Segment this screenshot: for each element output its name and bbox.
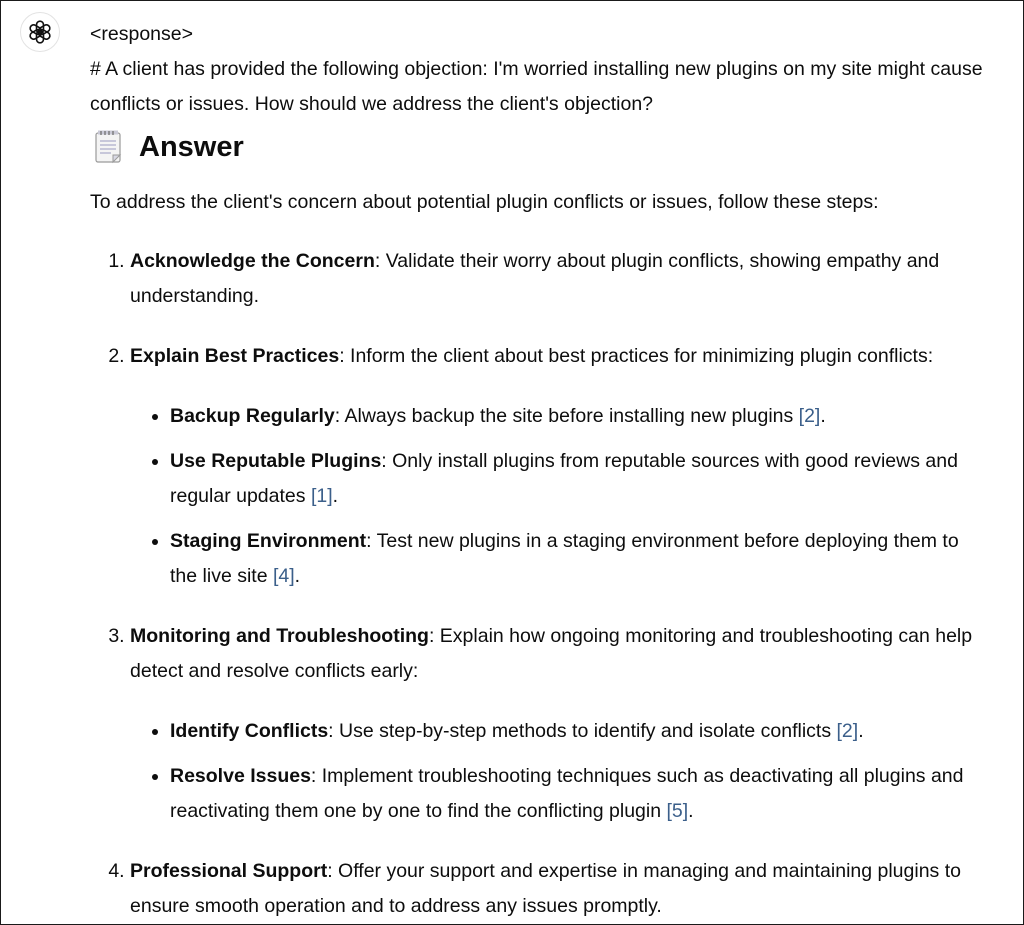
sub-item-text: : Implement troubleshooting techniques such as deactivating all plugins and reactivating them one by one to find the conflicting plugin [170, 765, 964, 822]
step-title: Acknowledge the Concern [130, 250, 375, 272]
steps-list [90, 244, 990, 924]
sub-item [170, 399, 990, 434]
citation-link[interactable]: [2] [798, 405, 821, 427]
sub-item-end: . [332, 485, 339, 507]
sub-item-end: . [820, 405, 826, 427]
citation-link[interactable]: [5] [666, 800, 689, 822]
sub-item-end: . [294, 565, 301, 587]
question-text: # A client has provided the following objection: I'm worried installing new plugins on my site might cause conflicts or issues. How should we address the client's objection? [90, 58, 983, 115]
step-item [130, 339, 990, 594]
sub-list [130, 399, 990, 594]
step-item [130, 244, 990, 314]
step-item [130, 854, 990, 924]
sub-item-end: . [858, 720, 864, 742]
sub-item-title: Staging Environment [170, 530, 367, 552]
sub-item-title: Identify Conflicts [170, 720, 329, 742]
sub-item [170, 759, 990, 829]
message-content [90, 17, 990, 925]
citation-link[interactable]: [2] [836, 720, 859, 742]
intro-text: To address the client's concern about potential plugin conflicts or issues, follow these steps: [90, 191, 879, 213]
step-title: Professional Support [130, 860, 328, 882]
notepad-icon [94, 130, 122, 164]
sub-item-text: : Use step-by-step methods to identify and isolate conflicts [328, 720, 837, 742]
step-text: : Inform the client about best practices for minimizing plugin conflicts: [339, 345, 934, 367]
response-tag: <response> [90, 23, 193, 45]
sub-item-title: Use Reputable Plugins [170, 450, 382, 472]
citation-link[interactable]: [1] [310, 485, 333, 507]
answer-heading-text: Answer [139, 131, 244, 163]
openai-logo-icon [27, 19, 53, 45]
step-text: : Validate their worry about plugin conflicts, showing empathy and understanding. [130, 250, 940, 307]
step-text: : Explain how ongoing monitoring and troubleshooting can help detect and resolve conflicts early: [130, 625, 973, 682]
sub-item-text: : Only install plugins from reputable sources with good reviews and regular updates [170, 450, 958, 507]
sub-item [170, 524, 990, 594]
step-title: Explain Best Practices [130, 345, 340, 367]
sub-item [170, 714, 990, 749]
sub-item-text: : Test new plugins in a staging environment before deploying them to the live site [170, 530, 959, 587]
citation-link[interactable]: [4] [272, 565, 295, 587]
step-text: : Offer your support and expertise in managing and maintaining plugins to ensure smooth operation and to address any issues promptly. [130, 860, 961, 917]
answer-heading [94, 127, 990, 167]
sub-item-title: Backup Regularly [170, 405, 335, 427]
assistant-avatar [20, 12, 60, 52]
sub-item [170, 444, 990, 514]
sub-item-title: Resolve Issues [170, 765, 311, 787]
step-item [130, 619, 990, 829]
step-title: Monitoring and Troubleshooting [130, 625, 429, 647]
sub-item-text: : Always backup the site before installing new plugins [334, 405, 799, 427]
sub-list [130, 714, 990, 829]
sub-item-end: . [688, 800, 694, 822]
